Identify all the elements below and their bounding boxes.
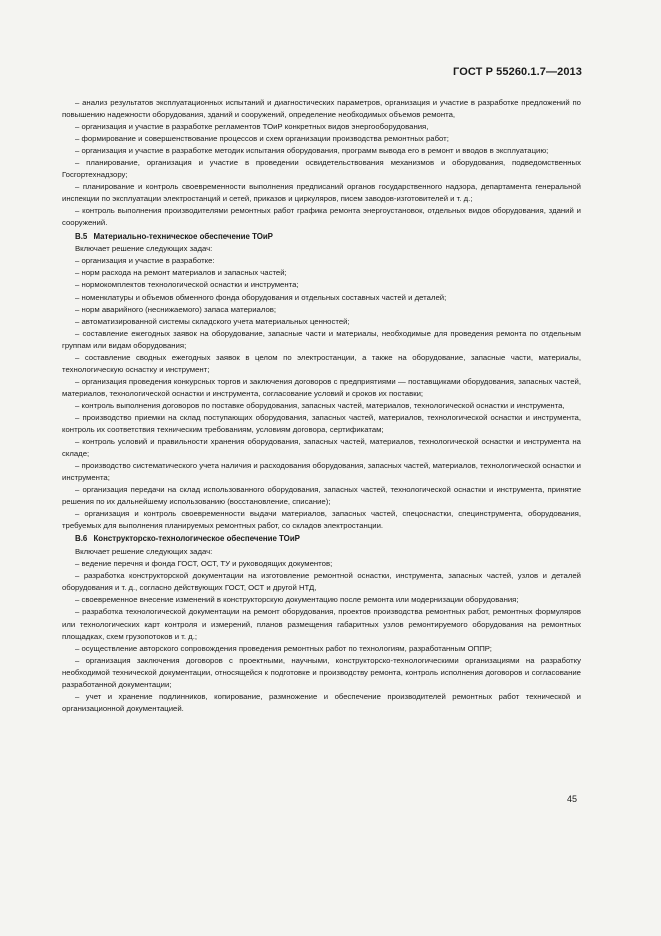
section-title: Конструкторско-технологическое обеспечение ТОиР xyxy=(93,534,300,544)
paragraph: – организация и участие в разработке: xyxy=(75,256,215,266)
paragraph: – разработка конструкторской документации на изготовление ремонтной оснастки, инструмента, запасных частей, узлов и деталей оборудования и т. д., согласно действующих ГОСТ, ОСТ и другой НТД, xyxy=(62,571,581,593)
paragraph: – осуществление авторского сопровождения проведения ремонтных работ по технологиям, разработанным ОППР; xyxy=(75,643,492,653)
paragraph: – контроль условий и правильности хранения оборудования, запасных частей, материалов, технологической оснастки и инструмента на складе; xyxy=(62,437,581,459)
paragraph: – организация и участие в разработке регламентов ТОиР конкретных видов энергооборудования, xyxy=(75,122,429,132)
block1 xyxy=(62,97,581,230)
paragraph: – анализ результатов эксплуатационных испытаний и диагностических параметров, организация и участие в разработке предложений по повышению надежности оборудования, зданий и сооружений, определение необходимых объемов ремонта, xyxy=(62,98,581,120)
section-number: В.6 xyxy=(75,534,88,544)
paragraph: – организация проведения конкурсных торгов и заключения договоров с предприятиями — поставщиками оборудования, запасных частей, материалов, технологической оснастки и инструмента, согласование условий и сроков их поставки; xyxy=(62,376,581,398)
paragraph: – разработка технологической документации на ремонт оборудования, проектов производства ремонтных работ, ремонтных формуляров или технологических карт контроля и измерений, планов размещения габаритных узлов ремонтируемого оборудования на ремонтных площадках, схем грузопотоков и т. д.; xyxy=(62,607,581,641)
section-heading-b6 xyxy=(62,533,581,546)
paragraph: – автоматизированной системы складского учета материальных ценностей; xyxy=(75,316,350,326)
paragraph: Включает решение следующих задач: xyxy=(75,244,213,254)
paragraph: – ведение перечня и фонда ГОСТ, ОСТ, ТУ и руководящих документов; xyxy=(75,559,333,569)
paragraph: – учет и хранение подлинников, копирование, размножение и обеспечение производителей ремонтных работ технической и организационной документацией. xyxy=(62,691,581,713)
section-b5-body xyxy=(62,243,581,532)
paragraph: – планирование, организация и участие в проведении освидетельствования механизмов и оборудования, подведомственных Госгортехнадзору; xyxy=(62,158,581,180)
document-header: ГОСТ Р 55260.1.7—2013 xyxy=(453,66,582,78)
paragraph: – контроль выполнения договоров по поставке оборудования, запасных частей, материалов, технологической оснастки и инструмента, xyxy=(75,400,565,410)
paragraph: – планирование и контроль своевременности выполнения предписаний органов государственного надзора, департамента генеральной инспекции по эксплуатации электростанций и сетей, приказов и циркуляров, писем заводов-изготовителей и т. д.; xyxy=(62,182,581,204)
paragraph: Включает решение следующих задач: xyxy=(75,547,213,557)
document-body xyxy=(62,97,581,715)
page-number: 45 xyxy=(567,794,578,804)
paragraph: – нормокомплектов технологической оснастки и инструмента; xyxy=(75,280,299,290)
section-title: Материально-техническое обеспечение ТОиР xyxy=(93,231,273,241)
section-number: В.5 xyxy=(75,231,88,241)
section-heading-b5 xyxy=(62,231,581,244)
paragraph: – производство систематического учета наличия и расходования оборудования, запасных частей, материалов, технологической оснастки и инструмента; xyxy=(62,461,581,483)
paragraph: – составление ежегодных заявок на оборудование, запасные части и материалы, необходимые для проведения ремонта по отдельным группам или видам оборудования; xyxy=(62,328,581,350)
paragraph: – организация заключения договоров с проектными, научными, конструкторско-технологическими организациями на разработку необходимой технической документации, относящейся к подготовке и производству ремонта, контроль исполнения договоров и согласование разработанной документации; xyxy=(62,655,581,689)
section-b6-body xyxy=(62,546,581,715)
paragraph: – формирование и совершенствование процессов и схем организации производства ремонтных работ; xyxy=(75,134,449,144)
paragraph: – норм аварийного (неснижаемого) запаса материалов; xyxy=(75,304,277,314)
paragraph: – организация и участие в разработке методик испытания оборудования, программ вывода его в ремонт и вводов в эксплуатацию; xyxy=(75,146,549,156)
paragraph: – составление сводных ежегодных заявок в целом по электростанции, а также на оборудование, запасные части, материалы, технологическую оснастку и инструмент; xyxy=(62,352,581,374)
paragraph: – своевременное внесение изменений в конструкторскую документацию после ремонта или модернизации оборудования; xyxy=(75,595,519,605)
paragraph: – контроль выполнения производителями ремонтных работ графика ремонта энергоустановок, отдельных видов оборудования, зданий и сооружений. xyxy=(62,206,581,228)
paragraph: – номенклатуры и объемов обменного фонда оборудования и отдельных составных частей и деталей; xyxy=(75,292,447,302)
paragraph: – норм расхода на ремонт материалов и запасных частей; xyxy=(75,268,287,278)
paragraph: – организация и контроль своевременности выдачи материалов, запасных частей, спецоснастки, специнструмента, оборудования, требуемых для выполнения планируемых ремонтных работ, со складов электростанции. xyxy=(62,509,581,531)
paragraph: – производство приемки на склад поступающих оборудования, запасных частей, материалов, технологической оснастки и инструмента, контроль их соответствия техническим требованиям, условиям договора, сертификатам; xyxy=(62,412,581,435)
paragraph: – организация передачи на склад использованного оборудования, запасных частей, технологической оснастки и инструмента, принятие решения по их дальнейшему использованию (восстановление, списание); xyxy=(62,485,581,507)
